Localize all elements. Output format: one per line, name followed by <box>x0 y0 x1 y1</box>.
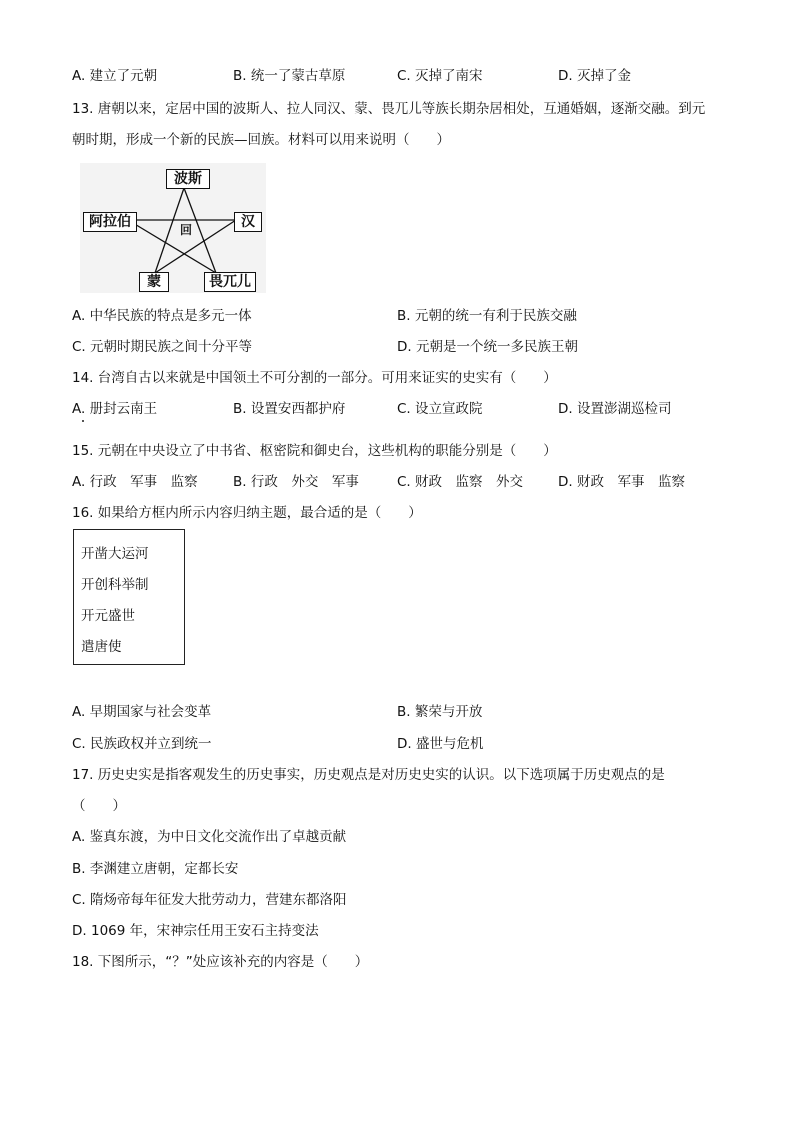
q15-option-d: D. 财政 军事 监察 <box>558 474 685 490</box>
q17-option-a: A. 鉴真东渡，为中日文化交流作出了卓越贡献 <box>72 829 347 845</box>
q17-option-c: C. 隋炀帝每年征发大批劳动力，营建东都洛阳 <box>72 892 347 908</box>
node-persia: 波斯 <box>166 169 210 189</box>
q12-option-a: A. 建立了元朝 <box>72 68 158 84</box>
q13-option-c: C. 元朝时期民族之间十分平等 <box>72 339 253 355</box>
box-item-kaiyuan-era: 开元盛世 <box>81 608 135 624</box>
q14-option-a: A. 册封云南王 <box>72 401 158 417</box>
q13-option-a: A. 中华民族的特点是多元一体 <box>72 308 252 324</box>
node-hui-center: 回 <box>180 223 193 237</box>
q16-option-a: A. 早期国家与社会变革 <box>72 704 212 720</box>
q15-option-a: A. 行政 军事 监察 <box>72 474 198 490</box>
q14-option-c: C. 设立宣政院 <box>397 401 483 417</box>
q16-option-b: B. 繁荣与开放 <box>397 704 483 720</box>
box-item-imperial-exam: 开创科举制 <box>81 577 149 593</box>
q15-stem: 15. 元朝在中央设立了中书省、枢密院和御史台，这些机构的职能分别是（ ） <box>72 443 557 459</box>
box-item-grand-canal: 开凿大运河 <box>81 546 149 562</box>
node-mongol: 蒙 <box>139 272 169 292</box>
q13-stem-line2: 朝时期，形成一个新的民族—回族。材料可以用来说明（ ） <box>72 132 450 148</box>
q15-option-c: C. 财政 监察 外交 <box>397 474 524 490</box>
node-uyghur: 畏兀儿 <box>204 272 256 292</box>
scan-speck <box>82 420 84 422</box>
q14-stem: 14. 台湾自古以来就是中国领土不可分割的一部分。可用来证实的史实有（ ） <box>72 370 557 386</box>
node-han: 汉 <box>234 212 262 232</box>
q16-option-d: D. 盛世与危机 <box>397 736 484 752</box>
q12-option-c: C. 灭掉了南宋 <box>397 68 483 84</box>
q17-option-d: D. 1069 年，宋神宗任用王安石主持变法 <box>72 923 319 939</box>
box-item-envoys-to-tang: 遣唐使 <box>81 639 122 655</box>
node-arab: 阿拉伯 <box>83 212 137 232</box>
q17-stem-line1: 17. 历史史实是指客观发生的历史事实，历史观点是对历史史实的认识。以下选项属于历史观点的是 <box>72 767 665 783</box>
q14-option-d: D. 设置澎湖巡检司 <box>558 401 672 417</box>
q16-option-c: C. 民族政权并立到统一 <box>72 736 212 752</box>
q13-option-d: D. 元朝是一个统一多民族王朝 <box>397 339 578 355</box>
q13-stem-line1: 13. 唐朝以来，定居中国的波斯人、拉人同汉、蒙、畏兀儿等族长期杂居相处，互通婚姻，逐渐交融。到元 <box>72 101 706 117</box>
q12-option-b: B. 统一了蒙古草原 <box>233 68 346 84</box>
q17-option-b: B. 李渊建立唐朝，定都长安 <box>72 861 239 877</box>
q16-stem: 16. 如果给方框内所示内容归纳主题，最合适的是（ ） <box>72 505 422 521</box>
q16-content-box <box>73 529 185 665</box>
q15-option-b: B. 行政 外交 军事 <box>233 474 359 490</box>
q18-stem: 18. 下图所示，“？”处应该补充的内容是（ ） <box>72 954 369 970</box>
q17-stem-line2: （ ） <box>72 798 126 814</box>
q14-option-b: B. 设置安西都护府 <box>233 401 346 417</box>
q13-option-b: B. 元朝的统一有利于民族交融 <box>397 308 577 324</box>
ethnic-fusion-diagram <box>80 163 266 293</box>
q12-option-d: D. 灭掉了金 <box>558 68 631 84</box>
